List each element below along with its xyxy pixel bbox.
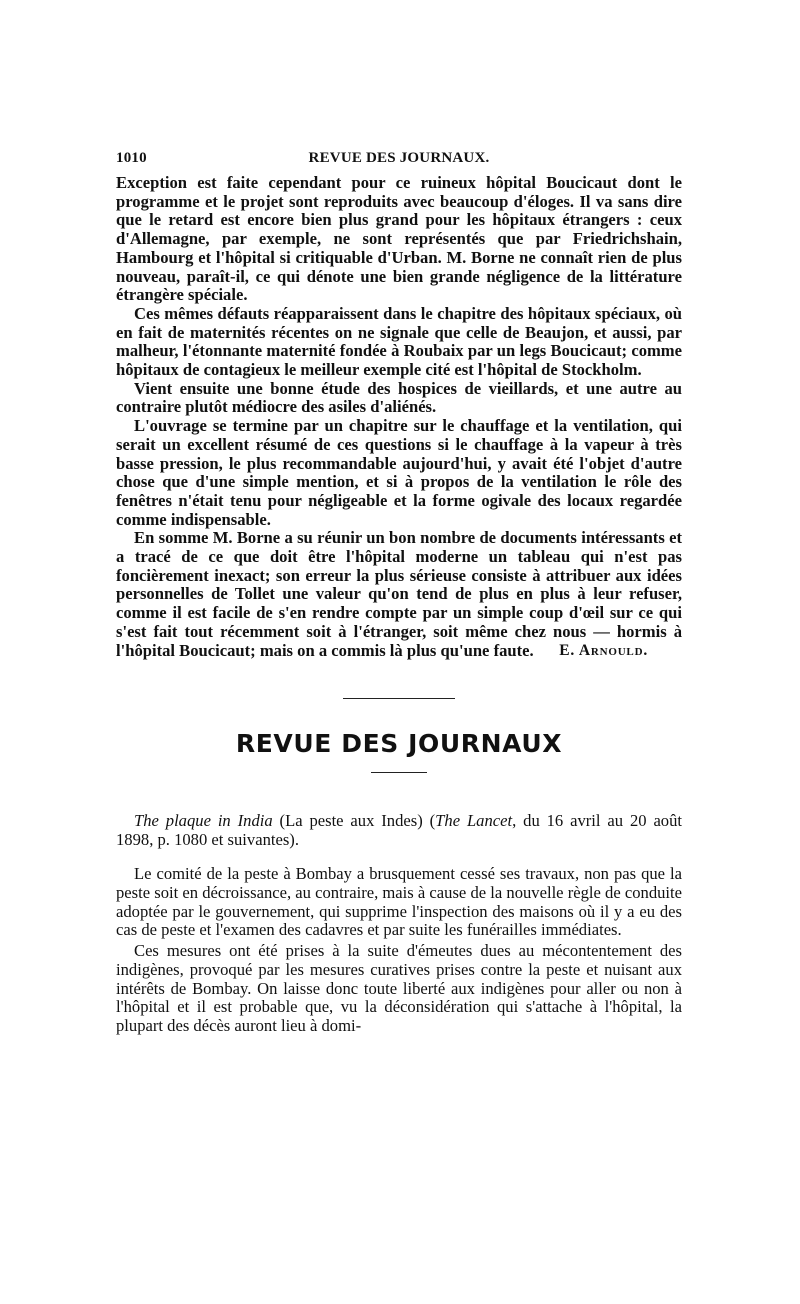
article-details: , du 16 avril au 20 août 1898, p. 1080 et suivantes). [116,811,683,850]
article-translation: (La peste aux Indes) ( [272,811,436,831]
author-signature: E. Arnould. [559,641,648,659]
review-paragraph: Exception est faite cependant pour ce ruineux hôpital Boucicaut dont le programme et le projet sont reproduits avec beaucoup d'éloges. Il va sans dire que le retard est encore bien plus grand pour les hôpitaux étrangers : ceux d'Allemagne, par exemple, ne sont représentés que par Friedrichshain, Hambourg et l'hôpital si critiquable d'Urban. M. Borne ne connaît rien de plus nouveau, paraît-il, ce qui dénote une bien grande négligence de la littérature étrangère spéciale. [116,173,682,305]
review-paragraph: L'ouvrage se termine par un chapitre sur le chauffage et la ventilation, qui serait un excellent résumé de ces questions si le chauffage à la vapeur à très basse pression, le plus recommandable aujourd'hui, y avait été l'objet d'autre chose que d'une simple mention, et si à propos de la ventilation le rôle des fenêtres n'était tenu pour négligeable et la forme ogivale des locaux regardée comme indispensable. [116,416,682,529]
page-number: 1010 [116,150,147,166]
section-divider [343,698,455,699]
section-title: REVUE DES JOURNAUX [235,729,563,759]
review-paragraph: Vient ensuite une bonne étude des hospices de vieillards, et une autre au contraire plutôt médiocre des asiles d'aliénés. [116,378,682,417]
article-title: The plaque in India [134,811,273,831]
review-paragraph: En somme M. Borne a su réunir un bon nombre de documents intéressants et a tracé de ce que doit être l'hôpital moderne un tableau qui n'est pas foncièrement inexact; son erreur la plus sérieuse consiste à attribuer aux idées personnelles de Tollet une valeur qu'on tend de plus en plus à leur refuser, comme il est facile de s'en rendre compte par un simple coup d'œil sur ce qui s'est fait tout récemment soit à l'étranger, soit même chez nous — hormis à l'hôpital Boucicaut; mais on a commis là plus qu'une faute. [116,528,682,660]
article-paragraph: Ces mesures ont été prises à la suite d'émeutes dues au mécontentement des indigènes, provoqué par les mesures curatives prises contre la peste et nuisant aux intérêts de Bombay. On laisse donc toute liberté aux indigènes pour aller ou non à l'hôpital et il est probable que, vu la déconsidération qui s'attache à l'hôpital, la plupart des décès auront lieu à domi- [116,941,682,1035]
article-paragraph: Le comité de la peste à Bombay a brusquement cessé ses travaux, non pas que la peste soit en décroissance, au contraire, mais à cause de la nouvelle règle de conduite adoptée par le gouvernement, qui supprime l'inspection des maisons où il y a eu des cas de peste et l'examen des cadavres et par suite les funérailles immédiates. [116,864,682,940]
running-title: REVUE DES JOURNAUX. [308,150,490,166]
review-paragraph: Ces mêmes défauts réapparaissent dans le chapitre des hôpitaux spéciaux, où en fait de maternités récentes on ne signale que celle de Beaujon, et aussi, par malheur, l'étonnante maternité fondée à Roubaix par un legs Boucicaut; comme hôpitaux de contagieux le meilleur exemple cité est l'hôpital de Stockholm. [116,303,682,380]
journal-name: The Lancet [435,811,513,831]
book-review-text [116,174,682,678]
title-underline [371,772,427,773]
running-head [116,150,682,174]
signature-line [116,641,682,678]
article-reference [116,811,682,849]
article-body [116,865,682,1035]
document-page [116,150,682,1036]
